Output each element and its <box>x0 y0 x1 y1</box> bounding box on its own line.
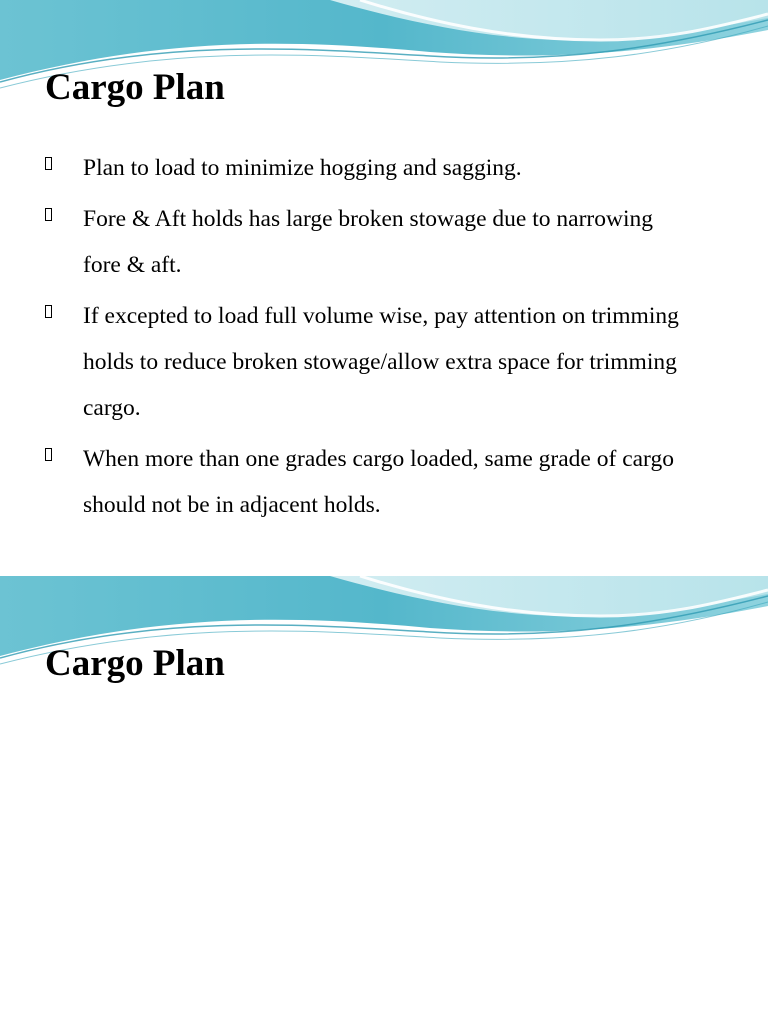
bullet-box-icon <box>45 157 52 170</box>
list-item <box>0 436 768 528</box>
bullet-text: Fore & Aft holds has large broken stowage due to narrowing fore & aft. <box>83 206 653 278</box>
list-item <box>0 293 768 431</box>
bullet-list <box>0 145 768 533</box>
bullet-text: Plan to load to minimize hogging and sagging. <box>83 155 522 181</box>
bullet-box-icon <box>45 305 52 318</box>
list-item <box>0 196 768 288</box>
bullet-box-icon <box>45 448 52 461</box>
bullet-text: If excepted to load full volume wise, pay attention on trimming holds to reduce broken stowage/allow extra space for trimming cargo. <box>83 303 679 421</box>
slide-title: Cargo Plan <box>45 643 225 684</box>
bullet-box-icon <box>45 208 52 221</box>
list-item <box>0 145 768 191</box>
slide-2 <box>0 576 768 1024</box>
bullet-text: When more than one grades cargo loaded, same grade of cargo should not be in adjacent holds. <box>83 446 674 518</box>
slide-title: Cargo Plan <box>45 67 225 108</box>
